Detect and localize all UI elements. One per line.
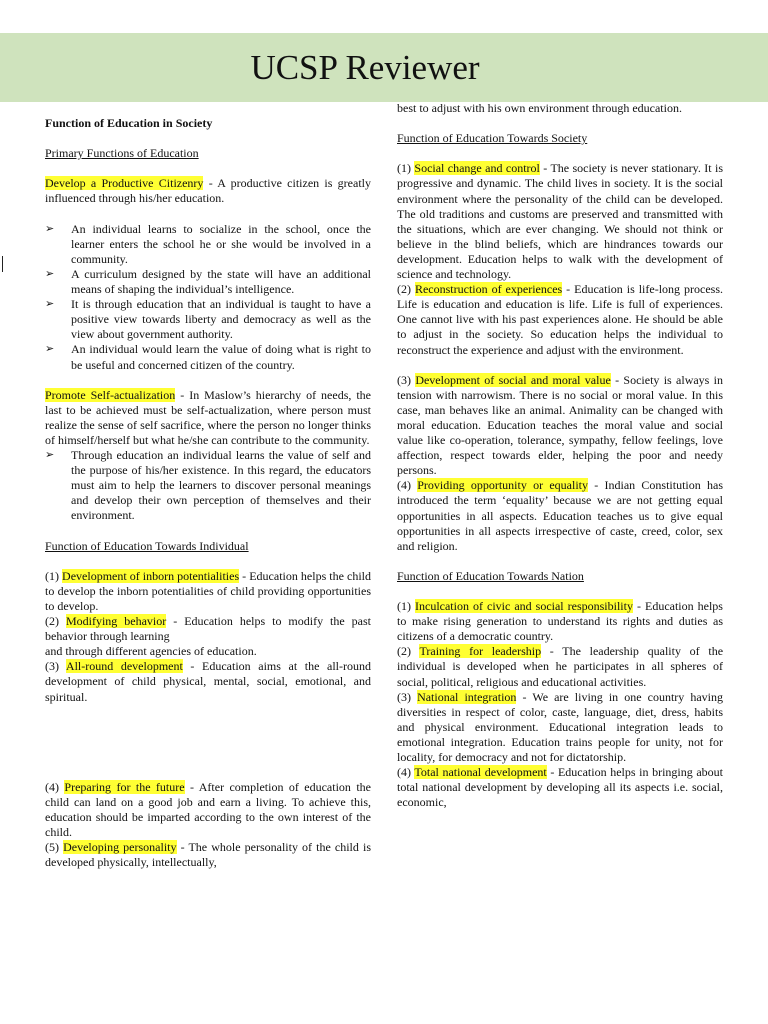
highlight-term: Modifying behavior xyxy=(65,614,167,629)
subsection-title-individual: Function of Education Towards Individual xyxy=(45,538,249,553)
page-title: UCSP Reviewer xyxy=(250,48,480,87)
paragraph-text: - A productive citizen is greatly influenced through his/her education. xyxy=(45,176,371,206)
bullet-item: ➢ An individual would learn the value of doing what is right to be useful and concerned citizen of the country. xyxy=(45,342,371,372)
highlight-term: Reconstruction of experiences xyxy=(414,282,563,297)
bullet-item: ➢ A curriculum designed by the state will have an additional means of shaping the individual’s intelligence. xyxy=(45,266,371,297)
arrow-bullet-icon: ➢ xyxy=(45,449,55,462)
list-item-individual-1: (1) Development of inborn potentialities - Education helps the child to develop the inborn potentialities of child providing opportunities to develop. xyxy=(45,568,371,613)
list-item-society-1: (1) Social change and control - The society is never stationary. It is progressive and dynamic. The child lives in society. It is the social environment where the personality of the child can be developed. The old traditions and customs are preserved and transmitted with the situations, which are ever changing. We should not think or believe in the blind beliefs, which are hindrances towards our development. Education helps to walk with the development of science and technology. xyxy=(397,161,723,282)
list-item-individual-5: (5) Developing personality - The whole personality of the child is developed physically, intellectually, xyxy=(45,840,371,870)
highlight-term: Providing opportunity or equality xyxy=(417,478,588,493)
arrow-bullet-icon: ➢ xyxy=(45,222,55,235)
list-item-society-3: (3) Development of social and moral value - Society is always in tension with narrowism. There is no social or moral value. In this case, man behaves like an animal. Animality can be changed with moral education. Education teaches the moral value and social value like co-operation, tolerance, sympathy, fellow feelings, love affection, respect towards elder, helping the poor and needy persons. xyxy=(397,372,723,478)
highlight-term: Inculcation of civic and social responsibility xyxy=(415,599,633,614)
highlight-term: Preparing for the future xyxy=(64,779,185,794)
bullet-item: ➢ Through education an individual learns the value of self and the purpose of his/her existence. In this regard, the educators must aim to help the learners to discover personal meanings and develop their own perception of themselves and their environment. xyxy=(45,448,371,523)
list-item-society-2: (2) Reconstruction of experiences - Education is life-long process. Life is education and education is life. Life is full of experiences. One cannot live with his past experiences alone. He should be able to adjust in the society. So education helps the individual to reconstruct the experience and adjust with the environment. xyxy=(397,282,723,357)
list-item-nation-3: (3) National integration - We are living in one country having diversities in respect of color, caste, language, diet, dress, habits and physical environment. Educational integration leads to emotional integration. Education trains people for unity, not for locality, for democracy and not for dictatorship. xyxy=(397,689,723,765)
arrow-bullet-icon: ➢ xyxy=(45,343,55,356)
highlight-term: Promote Self-actualization xyxy=(45,387,176,402)
list-item-nation-4: (4) Total national development - Education helps in bringing about total national development by developing all its aspects i.e. social, economic, xyxy=(397,765,723,810)
arrow-bullet-icon: ➢ xyxy=(45,298,55,311)
highlight-term: Development of social and moral value xyxy=(415,372,611,387)
highlight-term: All-round development xyxy=(65,659,183,674)
list-item-individual-4: (4) Preparing for the future - After completion of education the child can land on a good job and earn a living. To achieve this, education should be imparted according to the own interest of the child. xyxy=(45,779,371,839)
list-item-individual-2: (2) Modifying behavior - Education helps to modify the past behavior through learning xyxy=(45,614,371,644)
highlight-term: National integration xyxy=(417,689,517,704)
list-item-individual-3: (3) All-round development - Education aims at the all-round development of child physical, mental, social, emotional, and spiritual. xyxy=(45,659,371,704)
page-edge-mark xyxy=(0,256,3,272)
highlight-term: Social change and control xyxy=(414,161,540,176)
highlight-term: Training for leadership xyxy=(419,644,542,659)
list-item-individual-2-cont: and through different agencies of education. xyxy=(45,644,257,659)
paragraph-text: - In Maslow’s hierarchy of needs, the last to be achieved must be self-actualization, where person must realize the sense of self sacrifice, where the person no longer thinks of himself/herself but what he/she can contribute to the community. xyxy=(45,387,371,447)
section-heading: Function of Education in Society xyxy=(45,116,213,130)
subsection-title-primary: Primary Functions of Education xyxy=(45,146,199,161)
bullet-item: ➢ An individual learns to socialize in the school, once the learner enters the school he or she would be involved in a community. xyxy=(45,221,371,266)
continuation-text: best to adjust with his own environment through education. xyxy=(397,101,682,115)
bullet-item: ➢ It is through education that an individual is taught to have a positive view towards liberty and democracy as well as the view about government authority. xyxy=(45,297,371,342)
subsection-title-nation: Function of Education Towards Nation xyxy=(397,568,584,583)
highlight-term: Developing personality xyxy=(63,840,177,855)
right-column xyxy=(397,101,723,984)
list-item-society-4: (4) Providing opportunity or equality - Indian Constitution has introduced the term ‘equality’ because we are not getting equal opportunities in all aspects. Education teaches us to give equal opportunities in all aspects irrespective of caste, creed, color, sex and religion. xyxy=(397,478,723,553)
list-item-nation-1: (1) Inculcation of civic and social responsibility - Education helps to make rising generation to understand its rights and duties as citizens of a democratic country. xyxy=(397,599,723,644)
paragraph-citizenry xyxy=(45,176,371,206)
highlight-term: Total national development xyxy=(414,765,547,780)
highlight-term: Develop a Productive Citizenry xyxy=(45,176,204,191)
arrow-bullet-icon: ➢ xyxy=(45,267,55,280)
left-column xyxy=(45,116,371,984)
highlight-term: Development of inborn potentialities xyxy=(62,568,240,583)
list-item-nation-2: (2) Training for leadership - The leadership quality of the individual is developed when he participates in all spheres of social, political, religious and educational activities. xyxy=(397,644,723,689)
subsection-title-society: Function of Education Towards Society xyxy=(397,131,588,146)
paragraph-self-actualization xyxy=(45,388,371,448)
